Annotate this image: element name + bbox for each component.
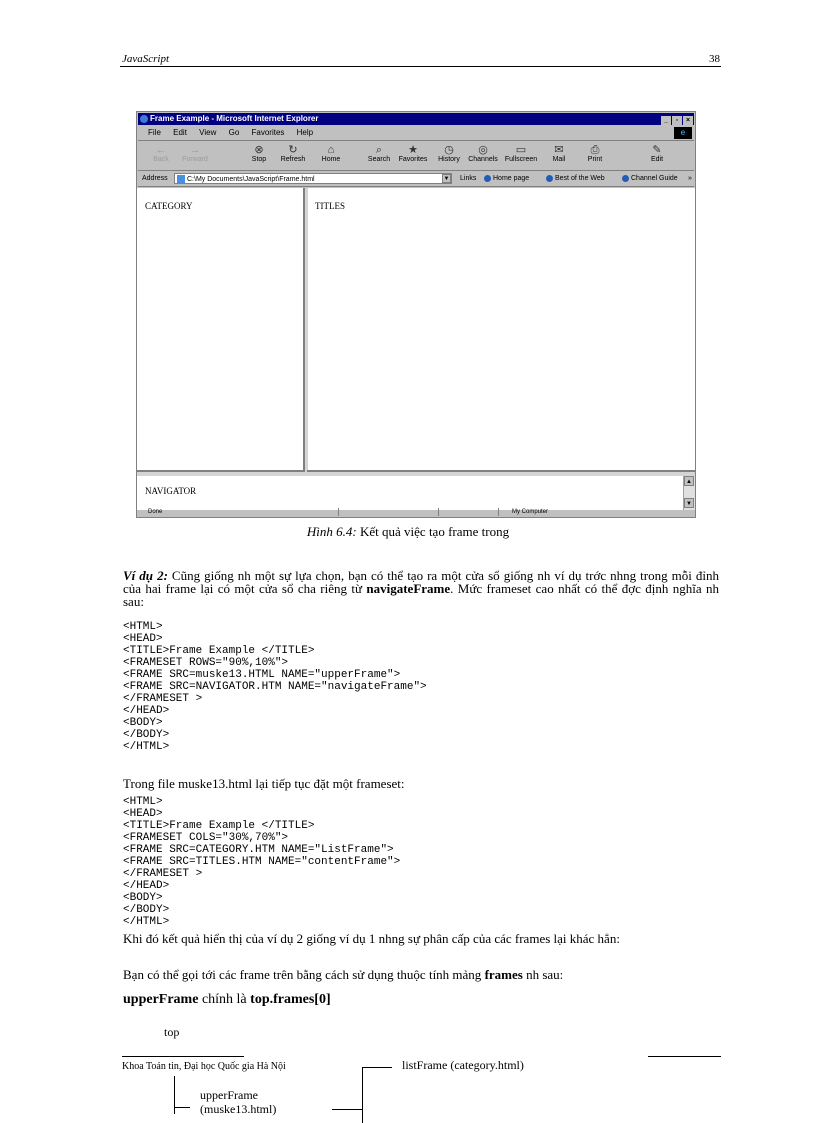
toolbar-label: Stop <box>251 156 267 163</box>
toolbar-label: Back <box>153 156 169 163</box>
navigator-frame <box>137 476 695 510</box>
diagram-upperframe-label: upperFrame <box>200 1088 258 1102</box>
link-channel-guide[interactable]: Channel Guide <box>622 172 678 186</box>
status-bar <box>138 508 694 516</box>
menu-help[interactable]: Help <box>296 128 314 137</box>
ie-page-icon <box>546 175 553 182</box>
footer-rule-left <box>122 1056 244 1057</box>
example2-text-2: . Mức frameset cao nhất có thể đợc định nghĩa nh sau: <box>123 581 719 609</box>
titles-frame <box>307 188 695 472</box>
code-block-1: <HTML> <HEAD> <TITLE>Frame Example </TITLE> <FRAMESET ROWS="90%,10%"> <FRAME SRC=muske13.HTML NAME="upperFrame"> <FRAME SRC=NAVIGATOR.HTM NAME="navigateFrame"> </FRAMESET > </HEAD> <BODY> </BODY> </HTML> <box>123 621 427 753</box>
diagram-top-label: top <box>164 1025 180 1039</box>
toolbar-label: Channels <box>468 156 498 163</box>
link-home-page[interactable]: Home page <box>484 172 529 186</box>
page-icon <box>177 175 185 183</box>
diagram-connector <box>174 1076 175 1114</box>
minimize-button[interactable]: _ <box>661 116 671 125</box>
toolbar-favorites-button[interactable] <box>396 144 430 163</box>
code-block-2: <HTML> <HEAD> <TITLE>Frame Example </TITLE> <FRAMESET COLS="30%,70%"> <FRAME SRC=CATEGORY.HTM NAME="ListFrame"> <FRAME SRC=TITLES.HTM NAME="contentFrame"> </FRAMESET > </HEAD> <BODY> </BODY> </HTML> <box>123 796 401 928</box>
menu-edit[interactable]: Edit <box>173 128 187 137</box>
address-label: Address <box>142 175 168 182</box>
links-label: Links <box>460 175 477 182</box>
paragraph-5: upperFrame chính là top.frames[0] <box>123 992 331 1007</box>
caption-text: Kết quả việc tạo frame trong <box>356 524 510 539</box>
stop-icon: ⊗ <box>254 144 264 156</box>
link-best-of-web[interactable]: Best of the Web <box>546 172 605 186</box>
forward-icon: → <box>189 144 201 156</box>
footer-text: Khoa Toán tin, Đại học Quốc gia Hà Nội <box>122 1061 286 1072</box>
toolbar-refresh-button[interactable] <box>276 144 310 163</box>
upperframe-keyword: upperFrame <box>123 992 199 1007</box>
paragraph-3: Khi đó kết quả hiển thị của ví dụ 2 giống ví dụ 1 nhng sự phân cấp của các frames lại khác hẳn: <box>123 931 620 946</box>
print-icon: ⎙ <box>590 144 600 156</box>
toolbar-label: Mail <box>552 156 566 163</box>
back-icon: ← <box>155 144 167 156</box>
refresh-icon: ↻ <box>288 144 298 156</box>
scroll-up-icon[interactable]: ▲ <box>684 476 694 486</box>
page-number: 38 <box>709 53 720 65</box>
toolbar-label: Forward <box>182 156 208 163</box>
footer-rule-right <box>648 1056 721 1057</box>
ie-throbber-icon: e <box>674 127 692 139</box>
menu-favorites[interactable]: Favorites <box>251 128 285 137</box>
address-input[interactable] <box>174 173 452 184</box>
search-icon: ⌕ <box>375 144 383 156</box>
toolbar-label: Favorites <box>398 156 428 163</box>
toolbar-label: Home <box>321 156 341 163</box>
status-panel <box>498 508 509 516</box>
caption-prefix: Hình 6.4: <box>306 524 357 539</box>
toolbar-history-button[interactable] <box>432 144 466 163</box>
diagram-connector <box>362 1067 363 1123</box>
toolbar-mail-button[interactable] <box>542 144 576 163</box>
fullscreen-icon: ▭ <box>515 144 527 156</box>
header-rule <box>120 66 721 67</box>
scroll-down-icon[interactable]: ▼ <box>684 498 694 508</box>
example2-lead: Ví dụ 2: <box>123 568 168 583</box>
home-icon: ⌂ <box>327 144 335 156</box>
window-buttons <box>660 114 693 126</box>
toolbar-print-button[interactable] <box>578 144 612 163</box>
toolbar-label: Print <box>587 156 603 163</box>
diagram-upperframe-file: (muske13.html) <box>200 1102 277 1116</box>
channels-icon: ◎ <box>478 144 488 156</box>
toolbar-label: Fullscreen <box>504 156 538 163</box>
address-value: C:\My Documents\JavaScript\Frame.html <box>187 176 315 183</box>
links-more-icon[interactable]: » <box>688 175 692 182</box>
menu-go[interactable]: Go <box>228 128 240 137</box>
favorites-icon: ★ <box>408 144 418 156</box>
top-frames-keyword: top.frames[0] <box>250 992 331 1007</box>
address-dropdown-button[interactable]: ▼ <box>443 176 450 182</box>
ie-logo-icon <box>140 115 148 123</box>
category-label: CATEGORY <box>145 201 193 211</box>
status-panel <box>338 508 439 516</box>
frames-keyword: frames <box>484 967 523 982</box>
toolbar-home-button[interactable] <box>314 144 348 163</box>
page-header-title: JavaScript <box>122 53 170 65</box>
toolbar-fullscreen-button[interactable] <box>504 144 538 163</box>
mail-icon: ✉ <box>554 144 564 156</box>
toolbar-label: Edit <box>650 156 664 163</box>
example2-text-1: Cũng giống nh một sự lựa chọn, bạn có thể tạo ra một cửa sổ giống nh ví dụ trớc nhng trong mỗi đỉnh của hai frame lại có một cửa sổ cha riêng từ <box>123 568 720 596</box>
status-text: Done <box>148 509 163 515</box>
close-button[interactable]: × <box>683 116 693 125</box>
toolbar-search-button[interactable] <box>362 144 396 163</box>
navigator-scrollbar[interactable] <box>683 476 695 510</box>
titles-label: TITLES <box>315 201 345 211</box>
browser-content <box>137 188 695 510</box>
toolbar-channels-button[interactable] <box>466 144 500 163</box>
browser-screenshot <box>136 111 696 518</box>
toolbar-edit-button[interactable] <box>640 144 674 163</box>
navigator-label: NAVIGATOR <box>145 486 197 496</box>
category-frame <box>137 188 305 472</box>
menu-file[interactable]: File <box>148 128 161 137</box>
figure-caption <box>0 524 816 540</box>
diagram-connector <box>174 1107 190 1108</box>
toolbar-forward-button[interactable] <box>178 144 212 163</box>
paragraph-2: Trong file muske13.html lại tiếp tục đặt một frameset: <box>123 776 405 791</box>
status-panel <box>438 508 499 516</box>
diagram-connector <box>332 1109 362 1110</box>
diagram-connector <box>362 1067 392 1068</box>
edit-icon: ✎ <box>652 144 662 156</box>
browser-menubar <box>138 126 694 141</box>
toolbar-stop-button[interactable] <box>242 144 276 163</box>
maximize-button[interactable]: ▫ <box>672 116 682 125</box>
toolbar-label: History <box>438 156 460 163</box>
menu-view[interactable]: View <box>199 128 217 137</box>
browser-titlebar <box>138 113 694 125</box>
example2-bold-1: navigateFrame <box>366 581 451 596</box>
paragraph-4: Bạn có thể gọi tới các frame trên bằng cách sử dụng thuộc tính mảng frames nh sau: <box>123 967 564 982</box>
toolbar-back-button[interactable] <box>144 144 178 163</box>
status-zone: My Computer <box>512 509 549 515</box>
diagram-listframe-label: listFrame (category.html) <box>402 1058 524 1072</box>
ie-page-icon <box>622 175 629 182</box>
example2-paragraph <box>123 569 719 608</box>
toolbar-label: Refresh <box>280 156 306 163</box>
browser-toolbar <box>138 142 694 171</box>
toolbar-label: Search <box>367 156 391 163</box>
browser-title: Frame Example - Microsoft Internet Explorer <box>150 114 319 123</box>
address-bar <box>138 172 694 187</box>
ie-page-icon <box>484 175 491 182</box>
history-icon: ◷ <box>444 144 454 156</box>
